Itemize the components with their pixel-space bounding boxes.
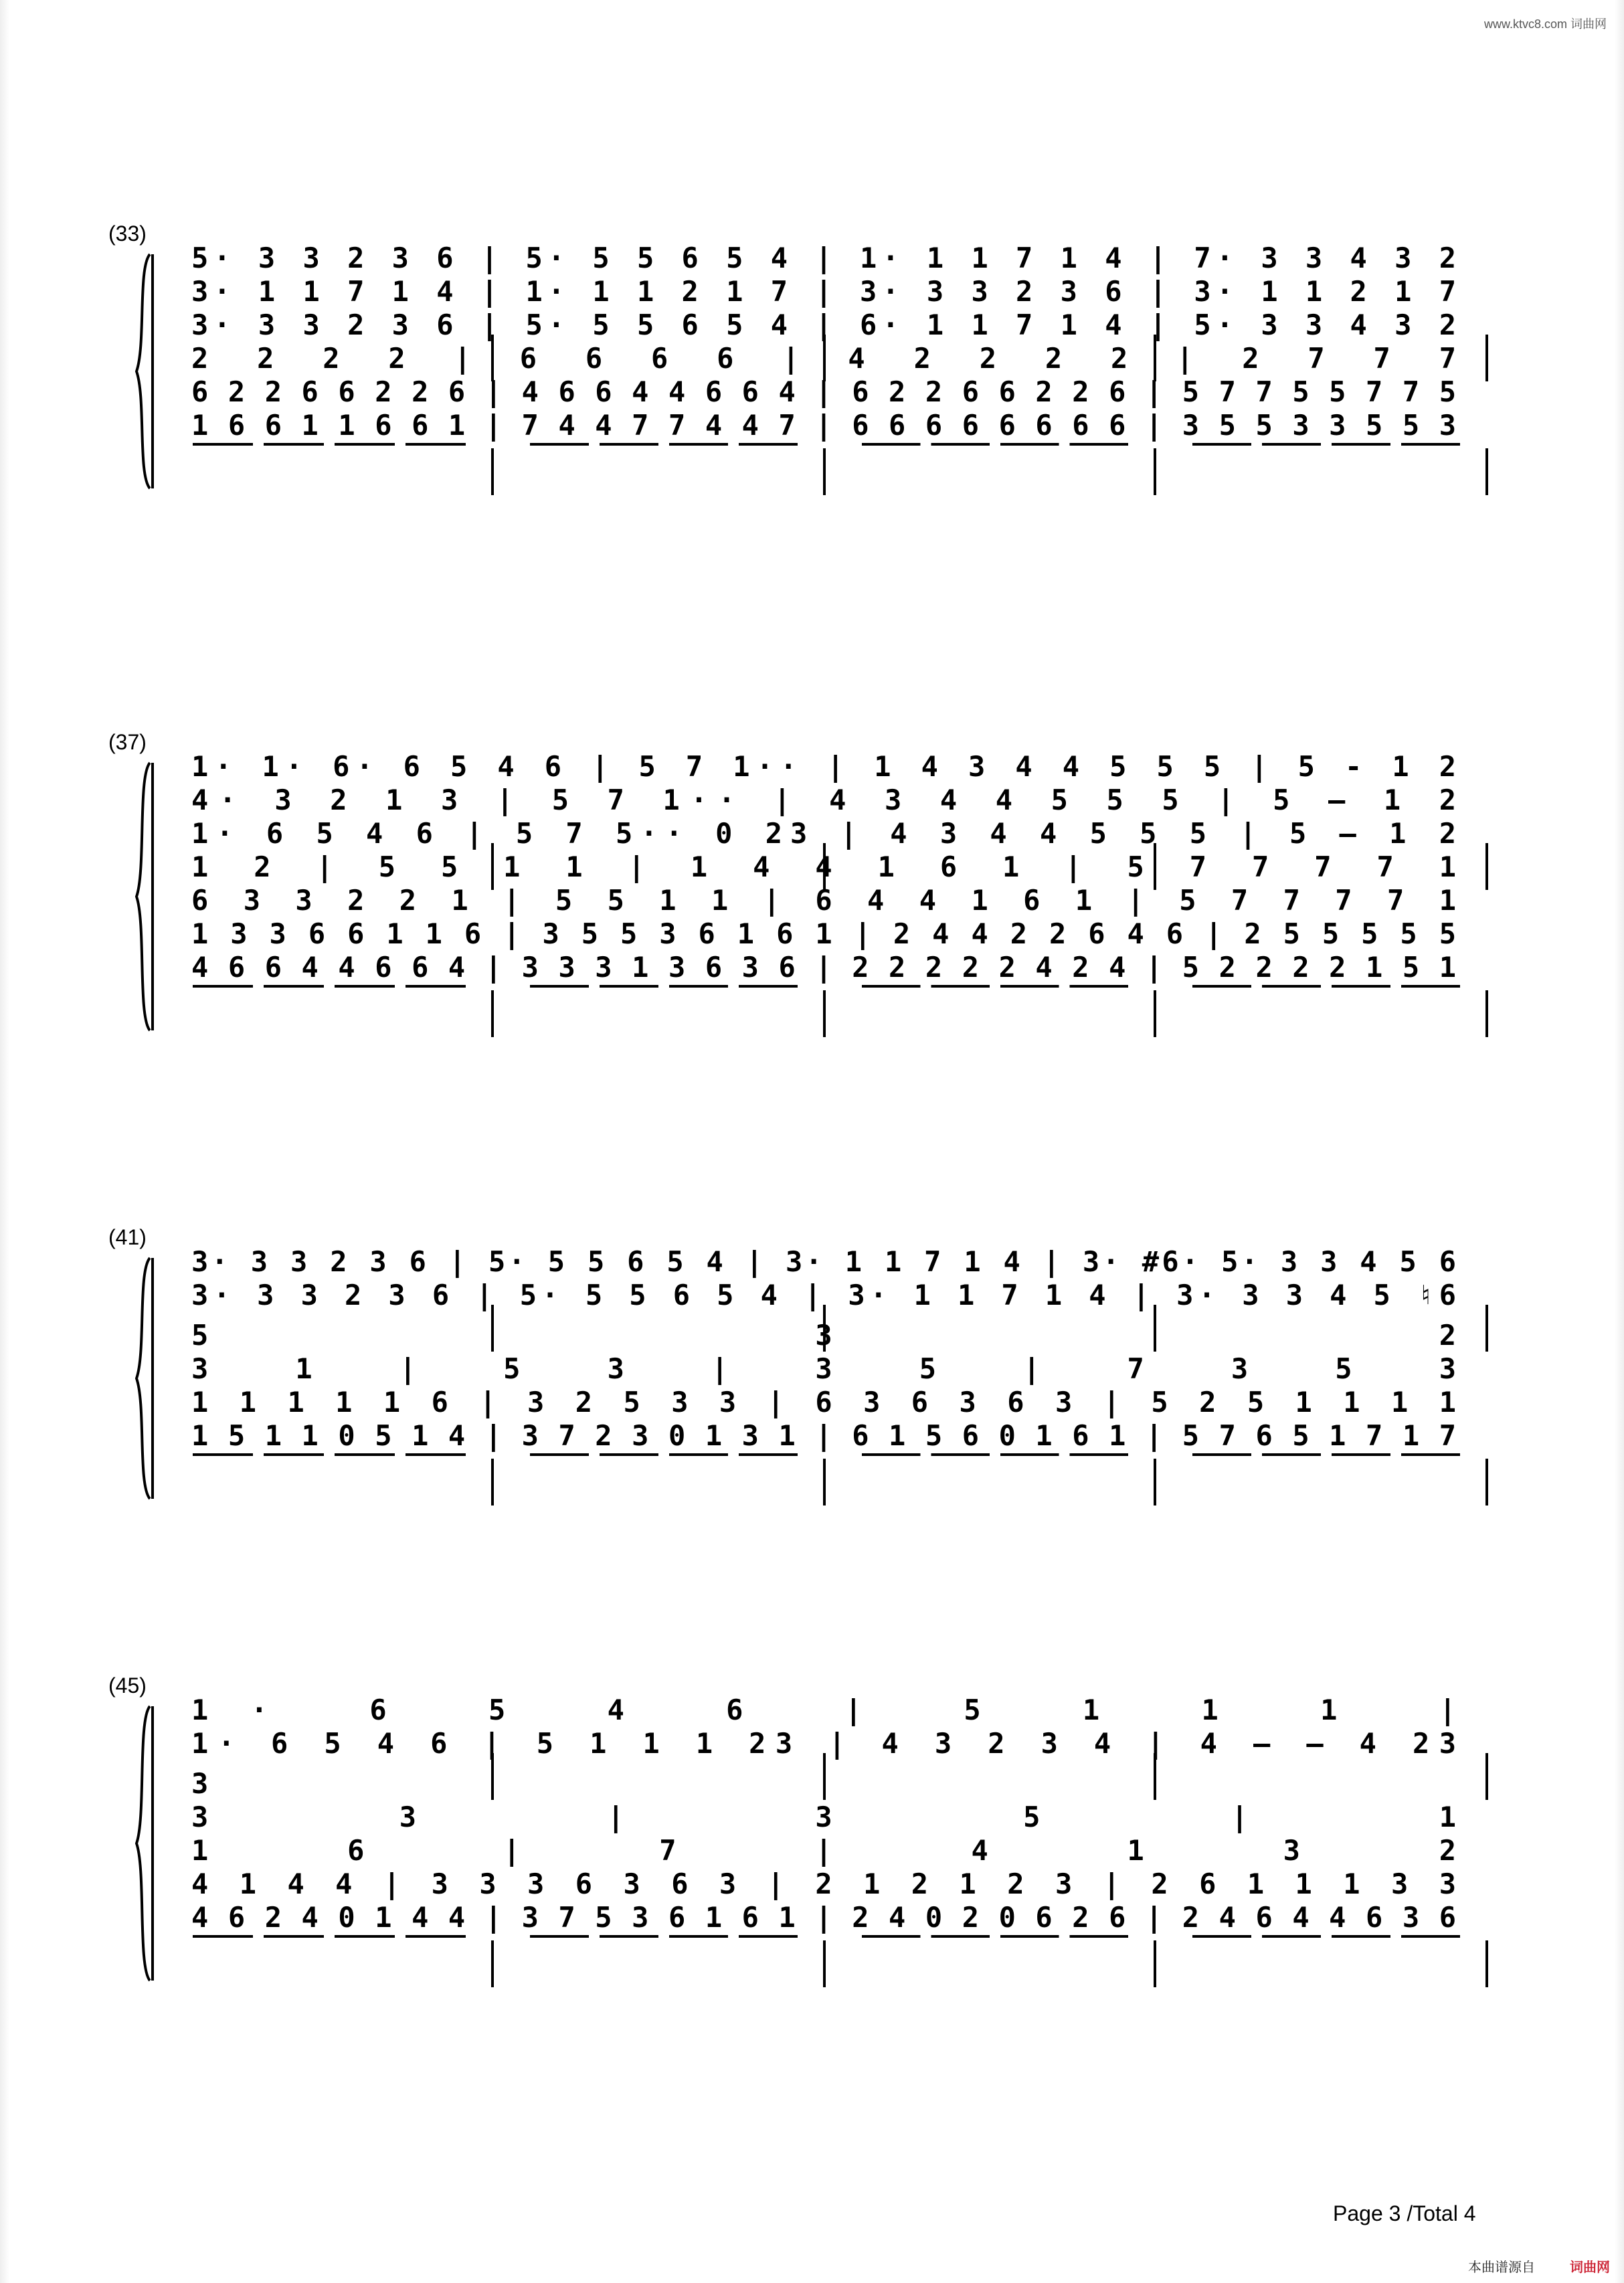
measure-number: (37): [108, 730, 147, 754]
bass-line: 1 2 | 5 5 1 1 | 1 4 4 1 6 1 | 5 7 7 7 7 1: [191, 850, 1456, 883]
bass-line: 1 6 6 1 1 6 6 1 | 7 4 4 7 7 4 4 7 | 6 6 6 6 6 6 6 6 | 3 5 5 3 3 5 5 3: [191, 409, 1456, 442]
system-brace: [137, 254, 150, 488]
bass-line: 4 6 2 4 0 1 4 4 | 3 7 5 3 6 1 6 1 | 2 4 0 2 0 6 2 6 | 2 4 6 4 4 6 3 6: [191, 1901, 1456, 1934]
treble-line: 3· 3 3 2 3 6 | 5· 5 5 6 5 4 | 3· 1 1 7 1 4 | 3· 3 3 4 5 ♮6: [191, 1279, 1456, 1311]
site-label: 词曲网: [1570, 2259, 1610, 2275]
treble-line: 5· 3 3 2 3 6 | 5· 5 5 6 5 4 | 1· 1 1 7 1 4 | 7· 3 3 4 3 2: [191, 242, 1456, 274]
system-1: [108, 221, 1487, 495]
system-brace: [137, 1258, 150, 1499]
bass-line: 2 2 2 2 | 6 6 6 6 | 4 2 2 2 2 | 2 7 7 7: [191, 342, 1456, 375]
measure-number: (41): [108, 1225, 147, 1249]
bass-line: 1 6 | 7 | 4 1 3 2: [191, 1834, 1456, 1867]
site-watermark: www.ktvc8.com 词曲网: [1483, 17, 1607, 31]
bass-line: 3: [191, 1767, 209, 1800]
bass-line: 3 1 | 5 3 | 3 5 | 7 3 5 3: [191, 1352, 1456, 1385]
measure-number: (45): [108, 1673, 147, 1698]
bass-line: 6 2 2 6 6 2 2 6 | 4 6 6 4 4 6 6 4 | 6 2 2 6 6 2 2 6 | 5 7 7 5 5 7 7 5: [191, 375, 1456, 408]
bass-line: 4 6 6 4 4 6 6 4 | 3 3 3 1 3 6 3 6 | 2 2 2 2 2 4 2 4 | 5 2 2 2 2 1 5 1: [191, 951, 1456, 984]
systems-root: [108, 221, 1487, 1987]
system-2: [108, 730, 1487, 1037]
treble-line: 1· 1· 6· 6 5 4 6 | 5 7 1·· | 1 4 3 4 4 5 5 5 | 5 - 1 2: [191, 750, 1456, 783]
page-number: Page 3 /Total 4: [1333, 2201, 1476, 2225]
treble-line: 1· 6 5 4 6 | 5 1 1 1 |: [191, 1694, 1457, 1726]
bass-line: 3 3 | 3 5 | 1: [191, 1801, 1456, 1833]
treble-line: 3· 3 3 2 3 6 | 5· 5 5 6 5 4 | 6· 1 1 7 1 4 | 5· 3 3 4 3 2: [191, 308, 1456, 341]
bass-line: 4 1 4 4 | 3 3 3 6 3 6 3 | 2 1 2 1 2 3 | 2 6 1 1 1 3 3: [191, 1867, 1456, 1900]
measure-number: (33): [108, 221, 147, 246]
treble-line: 4· 3 2 1 3 | 5 7 1·· | 4 3 4 4 5 5 5 | 5 – 1 2: [191, 784, 1456, 816]
system-4: [108, 1673, 1487, 1987]
system-brace: [137, 1706, 150, 1981]
system-3: [108, 1225, 1487, 1505]
bass-line: 1 5 1 1 0 5 1 4 | 3 7 2 3 0 1 3 1 | 6 1 5 6 0 1 6 1 | 5 7 6 5 1 7 1 7: [191, 1419, 1456, 1452]
bass-line: 6 3 3 2 2 1 | 5 5 1 1 | 6 4 4 1 6 1 | 5 7 7 7 7 1: [191, 884, 1456, 917]
source-label: 本曲谱源自: [1468, 2259, 1535, 2275]
treble-line: 3· 1 1 7 1 4 | 1· 1 1 2 1 7 | 3· 3 3 2 3 6 | 3· 1 1 2 1 7: [191, 275, 1456, 308]
system-brace: [137, 763, 150, 1030]
treble-line: 3· 3 3 2 3 6 | 5· 5 5 6 5 4 | 3· 1 1 7 1 4 | 3· #6· 5· 3 3 4 5 6: [191, 1245, 1456, 1278]
treble-line: 1· 6 5 4 6 | 5 7 5·· 0 23 | 4 3 4 4 5 5 5 | 5 – 1 2: [191, 817, 1457, 850]
bass-line: 5 3 2: [191, 1319, 1456, 1352]
bass-line: 1 3 3 6 6 1 1 6 | 3 5 5 3 6 1 6 1 | 2 4 4 2 2 6 4 6 | 2 5 5 5 5 5: [191, 917, 1456, 950]
treble-line: 1· 6 5 4 6 | 5 1 1 1 23 | 4 3 2 3 4 | 4 – – 4 23: [191, 1727, 1457, 1760]
bass-line: 1 1 1 1 1 6 | 3 2 5 3 3 | 6 3 6 3 6 3 | 5 2 5 1 1 1 1: [191, 1386, 1456, 1419]
